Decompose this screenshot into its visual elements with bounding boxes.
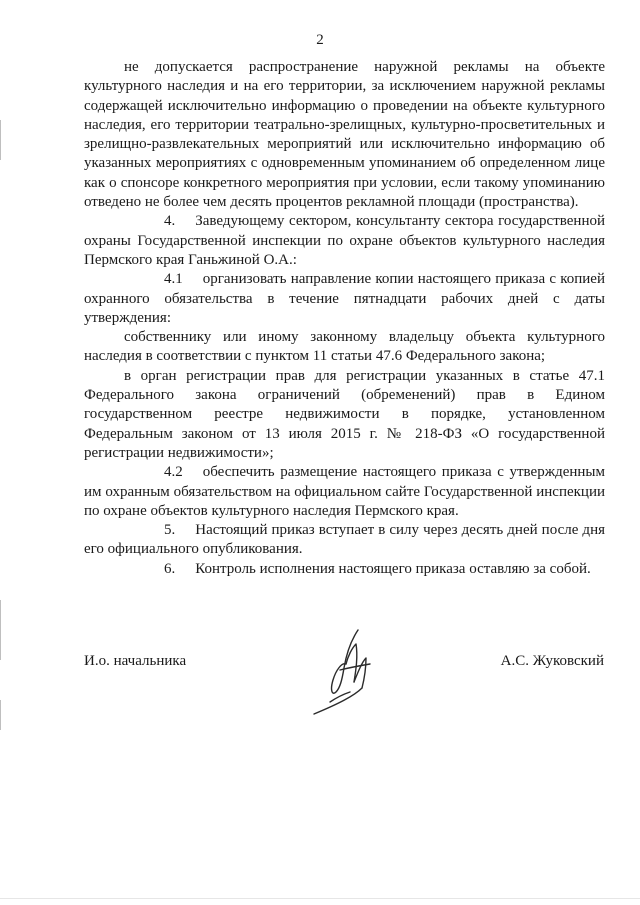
paragraph-item-4-2: [84, 463, 605, 521]
handwritten-signature: [300, 622, 390, 717]
paragraph-text: не допускается распространение наружной рекламы на объекте культурного наследия и на его территории, за исключением наружной рекламы содержащей исключительно информацию о проведении на объекте культурного наследия, его территории театрально-зрелищных, культурно-просветительных и зрелищно-развлекательных мероприятий или исключительно информацию об указанных мероприятиях с одновременным упоминанием об определенном лице как о спонсоре конкретного мероприятия при условии, если такому упоминанию отведено не более чем десять процентов рекламной площади (пространства).: [84, 59, 605, 211]
paragraph-text: обеспечить размещение настоящего приказа с утвержденным им охранным обязательством на официальном сайте Государственной инспекции по охране объектов культурного наследия Пермского края.: [84, 464, 605, 519]
paragraph-text: в орган регистрации прав для регистрации указанных в статье 47.1 Федерального закона ограничений (обременений) прав в Едином государственном реестре недвижимости в порядке, установленном Федеральным законом от 13 июля 2015 г. № 218-ФЗ «О государственной регистрации недвижимости»;: [84, 367, 605, 461]
paragraph-text: Контроль исполнения настоящего приказа оставляю за собой.: [195, 560, 591, 577]
scan-bottom-edge: [0, 898, 640, 899]
scan-margin-mark: [0, 700, 1, 730]
paragraph-item-4-1: [84, 270, 605, 328]
paragraph-text: организовать направление копии настоящего приказа с копией охранного обязательства в течение пятнадцати рабочих дней с даты утверждения:: [84, 271, 605, 326]
paragraph-text: Настоящий приказ вступает в силу через десять дней после дня его официального опубликования.: [84, 522, 605, 558]
item-number: 4.: [164, 213, 176, 230]
paragraph-item-6: [84, 560, 605, 579]
paragraph-advertising-restriction: [84, 58, 605, 212]
item-number: 6.: [164, 560, 176, 577]
item-number: 4.2: [164, 464, 183, 481]
scan-margin-mark: [0, 120, 1, 160]
paragraph-item-5: [84, 521, 605, 560]
paragraph-registration-authority: [84, 367, 605, 463]
paragraph-text: Заведующему сектором, консультанту сектора государственной охраны Государственной инспекции по охране объектов культурного наследия Пермского края Ганьжиной О.А.:: [84, 213, 605, 268]
signer-name: А.С. Жуковский: [500, 653, 604, 669]
paragraph-item-4: [84, 212, 605, 270]
paragraph-text: собственнику или иному законному владельцу объекта культурного наследия в соответствии с пунктом 11 статьи 47.6 Федерального закона;: [84, 329, 605, 365]
page-number: 2: [316, 32, 324, 48]
paragraph-owner: [84, 328, 605, 367]
scan-margin-mark: [0, 600, 1, 660]
document-body: [84, 58, 605, 579]
item-number: 5.: [164, 522, 176, 539]
item-number: 4.1: [164, 271, 183, 288]
signer-role: И.о. начальника: [84, 653, 187, 669]
